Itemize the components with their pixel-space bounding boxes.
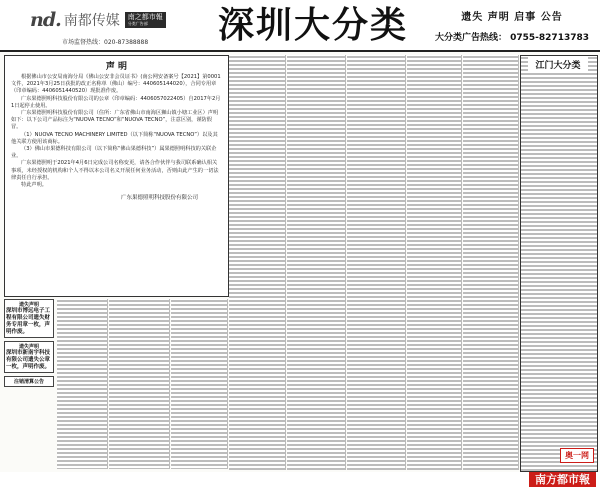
notice-paragraph: （1）NUOVA TECNO MACHINERY LIMITED（以下简称“NUOVA TECNO”）以及其他关联方使用该商标。	[11, 131, 218, 145]
text-column	[287, 55, 346, 470]
ad-hotline: 大分类广告热线： 0755-82713783	[434, 33, 589, 43]
page-title: 深圳大分类	[217, 4, 408, 46]
notice-paragraph: 根据佛山市公安局南海分局《佛山公安非会员证书》(南公网安备案号【2021】第0001文件，2021年3月25日获批的改正名称单（佛山）编号：440605144020），合同专用章（印章编码：4406051440520）现批准作废。	[11, 74, 221, 95]
text-column	[57, 299, 108, 469]
notice-paragraph: 广东果德照明于2021年4月6日完成公司名称变更，请各合作伙伴与我司联系确认相关事项，未经授权的机构和个人不得以本公司名义开展任何业务活动，否则由此产生的一切法律责任自行承担。	[11, 160, 219, 181]
site-watermark: 奥一网	[560, 448, 594, 463]
brand-tag	[125, 12, 166, 28]
brand-block	[30, 8, 166, 32]
jiangmen-title: 江门大分类	[528, 57, 588, 72]
classified-body	[0, 52, 600, 472]
small-ad	[4, 376, 54, 387]
brand-logo: nd.	[30, 9, 61, 31]
newspaper-watermark: 南方都市報	[529, 472, 596, 487]
notice-paragraph: 广东果德照明科技股份有限公司的公章（印章编码：4406057022405）自2017年2月1日起停止使用。	[11, 95, 221, 109]
header-right	[432, 8, 592, 43]
notice-paragraph: 广东果德照明科技股份有限公司（住所：广东省佛山市南海区狮山镇小塘工业区）声明如下：以下公司产品标注为“NUOVA TECNO”和“NUOVA TECNO”，注意区别，谨防假冒。	[11, 110, 219, 131]
statement-notice	[4, 55, 229, 297]
small-ad	[4, 299, 54, 338]
hotline-text: 市场监督热线：020-87388888	[62, 39, 149, 46]
text-column	[347, 55, 406, 470]
notice-signature: 广东果德照明科技股份有限公司	[120, 195, 198, 202]
small-ad-title: 注销清算公告	[13, 379, 44, 385]
small-ad-content: 深圳市博远电子工程有限公司遗失财务专用章一枚，声明作废。	[6, 308, 51, 335]
jiangmen-section	[520, 55, 598, 472]
page-footer	[0, 472, 600, 489]
notice-title: 声 明	[105, 62, 128, 72]
text-column	[229, 55, 286, 470]
brand-name: 南都传媒	[63, 13, 120, 29]
notice-paragraph: 特此声明。	[21, 182, 47, 189]
small-ad-content: 深圳市新南宇科技有限公司遗失公章一枚，声明作废。	[6, 350, 51, 370]
small-ad-title: 遗失声明	[18, 302, 39, 308]
text-column	[463, 55, 519, 470]
small-ad-title: 遗失声明	[18, 344, 39, 350]
brand-tag-text: 南之都市報	[127, 13, 163, 21]
small-ad	[4, 341, 54, 373]
page-header	[0, 0, 600, 52]
small-ads-column	[4, 299, 54, 469]
brand-tag-sub: 分类广告部	[127, 21, 148, 26]
text-column	[171, 299, 228, 469]
text-column	[109, 299, 170, 469]
text-column	[407, 55, 462, 470]
category-line: 遗失 声明 启事 公告	[461, 12, 563, 23]
notice-paragraph: （3）佛山市果德科技有限公司（以下简称“佛山果德科技”）属果德照明科技的关联企业。	[11, 146, 217, 160]
